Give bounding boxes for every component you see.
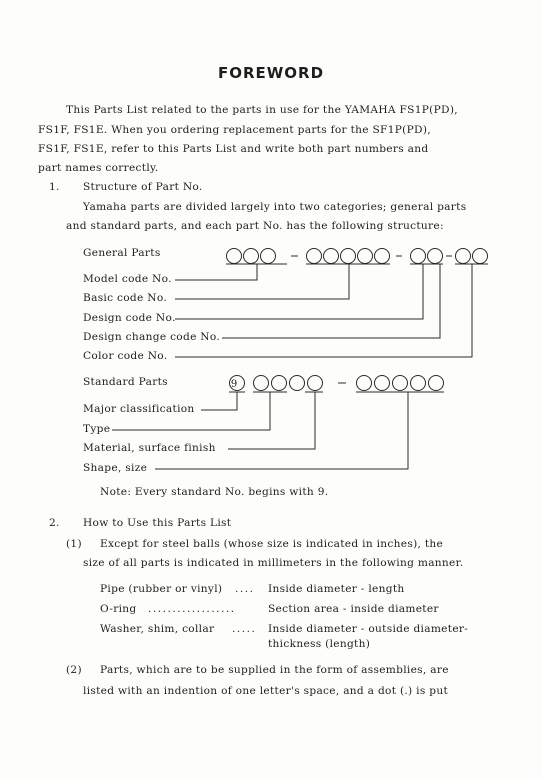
size-row-continuation: thickness (length) [268,638,371,650]
section-1-text-2: and standard parts, and each part No. has the following structure: [66,220,444,232]
standard-parts-item: Material, surface finish [83,442,216,454]
standard-parts-item: Major classification [83,403,195,415]
page-title: FOREWORD [217,64,325,82]
general-parts-item: Design change code No. [83,331,221,343]
standard-parts-nine-digit: 9 [230,379,238,390]
size-row-description: Inside diameter - length [268,583,405,595]
general-parts-leader-lines [175,264,488,357]
general-parts-item: Color code No. [83,350,168,362]
size-row-dots: .................. [148,603,236,615]
general-parts-item: Model code No. [83,273,172,285]
intro-line-1: This Parts List related to the parts in use for the YAMAHA FS1P(PD), [66,104,458,116]
standard-parts-item: Type [83,423,111,435]
size-row-name: Washer, shim, collar [100,623,215,635]
size-row-dots: .... [235,583,255,595]
item-2-line-2: listed with an indention of one letter's space, and a dot (.) is put [83,685,449,697]
general-parts-digit-circles [227,249,488,264]
section-2-number: 2. [49,517,60,529]
intro-line-3: FS1F, FS1E, refer to this Parts List and write both part numbers and [38,143,429,155]
section-1-heading: Structure of Part No. [83,181,203,193]
size-row-description: Section area - inside diameter [268,603,439,615]
size-row-name: Pipe (rubber or vinyl) [100,583,223,595]
intro-line-2: FS1F, FS1E. When you ordering replacement parts for the SF1P(PD), [38,124,431,136]
size-row-name: O-ring [100,603,137,615]
general-parts-label: General Parts [83,247,161,259]
size-row-description: Inside diameter - outside diameter- [268,623,469,635]
intro-line-4: part names correctly. [38,162,159,174]
item-2-line-1: Parts, which are to be supplied in the form of assemblies, are [100,664,449,676]
section-1-text-1: Yamaha parts are divided largely into two categories; general parts [83,201,467,213]
standard-parts-item: Shape, size [83,462,148,474]
standard-parts-digit-circles [230,376,444,391]
section-1-number: 1. [49,181,60,193]
item-1-line-1: Except for steel balls (whose size is indicated in inches), the [100,538,444,550]
item-1-line-2: size of all parts is indicated in millimeters in the following manner. [83,557,464,569]
size-row-dots: ..... [232,623,257,635]
standard-parts-label: Standard Parts [83,376,168,388]
section-2-heading: How to Use this Parts List [83,517,232,529]
general-parts-item: Basic code No. [83,292,167,304]
general-parts-item: Design code No. [83,312,176,324]
standard-parts-leader-lines [112,392,444,469]
item-2-number: (2) [66,664,82,676]
item-1-number: (1) [66,538,82,550]
standard-number-note: Note: Every standard No. begins with 9. [100,486,329,498]
